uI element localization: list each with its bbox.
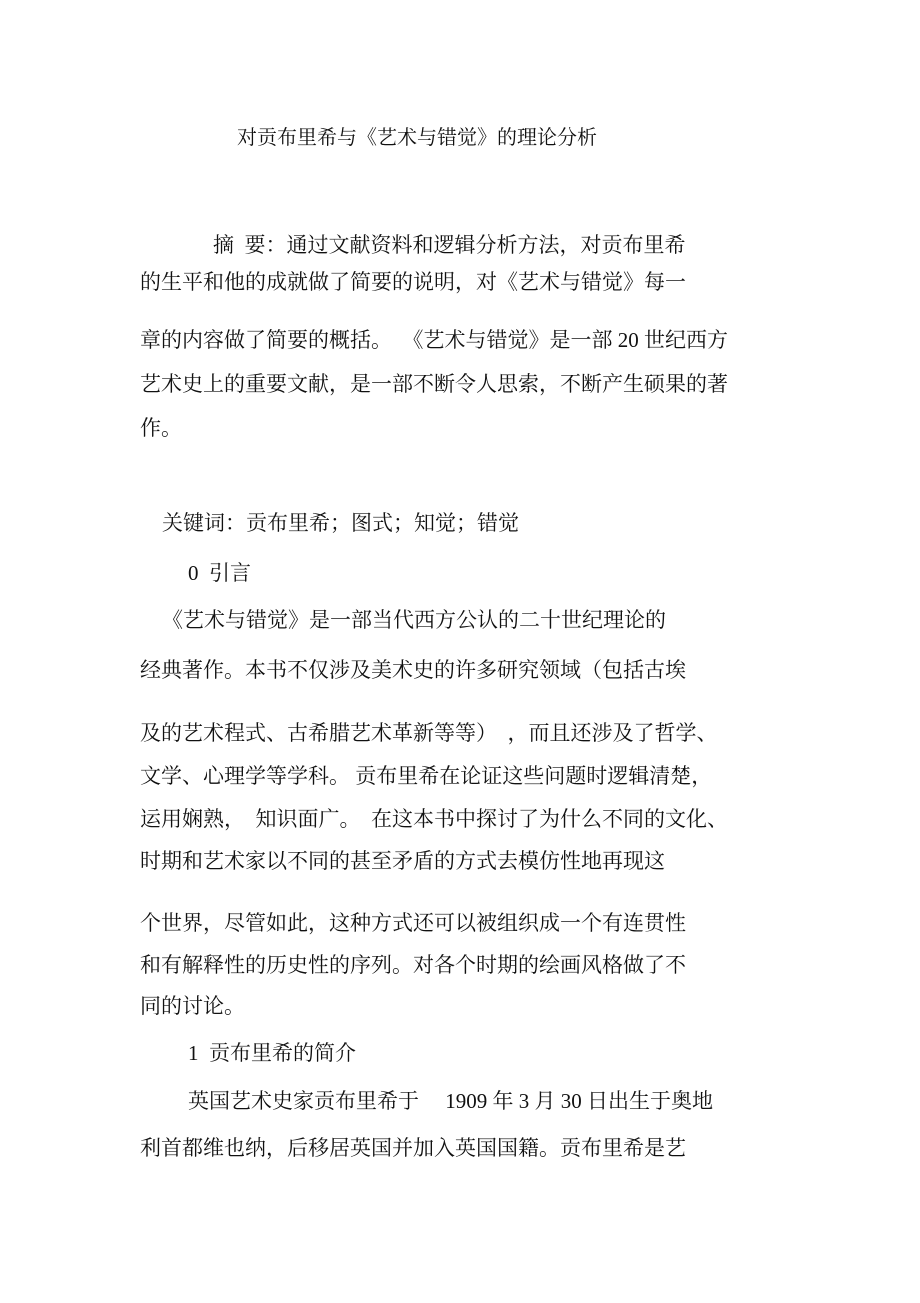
paragraph-line: 文学、心理学等学科。 贡布里希在论证这些问题时逻辑清楚，: [140, 764, 713, 788]
paragraph-line: 时期和艺术家以不同的甚至矛盾的方式去模仿性地再现这: [140, 849, 665, 873]
document-title: 对贡布里希与《艺术与错觉》的理论分析: [237, 127, 597, 149]
section-heading: 1 贡布里希的简介: [188, 1041, 356, 1065]
paragraph-line: 《艺术与错觉》是一部当代西方公认的二十世纪理论的: [162, 608, 666, 632]
paragraph-line: 运用娴熟， 知识面广。 在这本书中探讨了为什么不同的文化、: [140, 807, 728, 831]
paragraph-line: 经典著作。本书不仅涉及美术史的许多研究领域（包括古埃: [140, 658, 686, 682]
abstract-line: 作。: [140, 416, 182, 440]
keywords: 关键词：贡布里希；图式；知觉；错觉: [162, 511, 519, 535]
abstract-line: 摘 要：通过文献资料和逻辑分析方法，对贡布里希: [213, 233, 686, 257]
paragraph-line: 个世界，尽管如此，这种方式还可以被组织成一个有连贯性: [140, 911, 686, 935]
paragraph-line: 和有解释性的历史性的序列。对各个时期的绘画风格做了不: [140, 953, 686, 977]
paragraph-line: 英国艺术史家贡布里希于 1909 年 3 月 30 日出生于奥地: [188, 1089, 713, 1113]
paragraph-line: 同的讨论。: [140, 994, 245, 1018]
abstract-line: 的生平和他的成就做了简要的说明，对《艺术与错觉》每一: [140, 270, 686, 294]
paragraph-line: 利首都维也纳，后移居英国并加入英国国籍。贡布里希是艺: [140, 1136, 686, 1160]
abstract-line: 艺术史上的重要文献，是一部不断令人思索，不断产生硕果的著: [140, 372, 728, 396]
abstract-line: 章的内容做了简要的概括。 《艺术与错觉》是一部 20 世纪西方: [140, 328, 728, 352]
paragraph-line: 及的艺术程式、古希腊艺术革新等等） ，而且还涉及了哲学、: [140, 721, 718, 745]
section-heading: 0 引言: [188, 561, 251, 585]
